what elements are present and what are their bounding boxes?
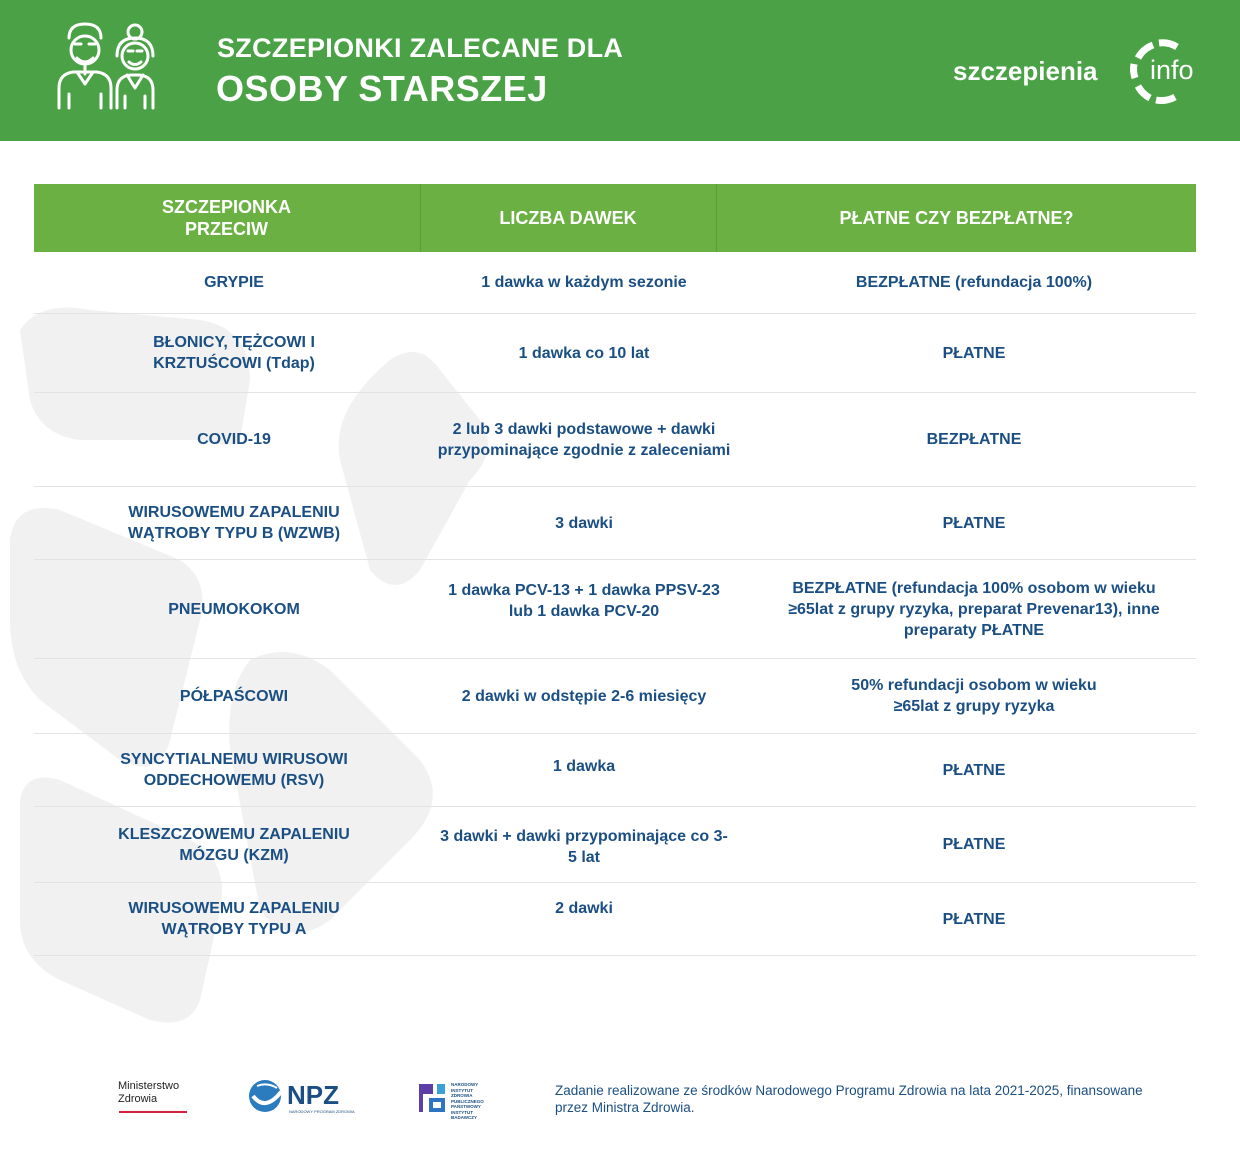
payment-cell — [734, 560, 1214, 658]
funding-note: Zadanie realizowane ze środków Narodowego Programu Zdrowia na lata 2021-2025, finansowane przez Ministra Zdrowia. — [555, 1083, 1143, 1115]
payment-label: BEZPŁATNE (refundacja 100%) — [855, 274, 1093, 291]
nizp-logo-text: NARODOWY INSTYTUT ZDROWIA PUBLICZNEGO PAŃSTWOWY INSTYTUT BADAWCZY — [451, 1082, 484, 1120]
doses-label: 2 dawki w odstępie 2-6 miesięcy — [461, 687, 707, 705]
disease-label: PNEUMOKOKOM — [168, 600, 300, 618]
disease-label: GRYPIE — [204, 274, 264, 291]
nizp-emblem-icon — [415, 1080, 449, 1116]
disease-label: KLESZCZOWEMU ZAPALENIU MÓZGU (KZM) — [118, 825, 350, 864]
doses-cell — [434, 734, 734, 806]
brand-suffix: info — [1150, 55, 1194, 85]
table-row — [34, 314, 1196, 393]
disease-cell — [34, 883, 434, 955]
table-row — [34, 734, 1196, 807]
column-header-vaccine — [34, 184, 419, 252]
page-title: OSOBY STARSZEJ — [216, 68, 548, 109]
table-row — [34, 393, 1196, 487]
disease-label: PÓŁPAŚCOWI — [179, 687, 289, 705]
table-header-row — [34, 184, 1196, 252]
npz-logo — [247, 1078, 355, 1116]
disease-label: WIRUSOWEMU ZAPALENIU WĄTROBY TYPU A — [128, 900, 340, 938]
table-row — [34, 560, 1196, 659]
npz-subtitle: NARODOWY PROGRAM ZDROWIA — [289, 1109, 355, 1114]
nizp-logo — [415, 1080, 495, 1120]
payment-cell — [734, 659, 1214, 733]
payment-cell — [734, 883, 1214, 955]
npz-logo-text: NPZ — [287, 1080, 339, 1110]
disease-label: WIRUSOWEMU ZAPALENIU WĄTROBY TYPU B (WZWB) — [127, 504, 341, 542]
doses-label: 1 dawka PCV-13 + 1 dawka PPSV-23 lub 1 dawka PCV-20 — [448, 582, 720, 620]
doses-cell — [434, 487, 734, 559]
title-line-1: SZCZEPIONKI ZALECANE DLA — [217, 33, 624, 63]
column-header-payment — [716, 184, 1196, 252]
payment-cell — [734, 393, 1214, 486]
column-header-doses-label: LICZBA DAWEK — [499, 208, 637, 228]
payment-label: PŁATNE — [942, 514, 1006, 532]
payment-label: 50% refundacji osobom w wieku ≥65lat z grupy ryzyka — [851, 677, 1097, 715]
payment-label: PŁATNE — [942, 836, 1006, 853]
payment-label: PŁATNE — [942, 344, 1006, 362]
payment-label: PŁATNE — [942, 761, 1006, 779]
payment-cell — [734, 252, 1214, 313]
disease-label: BŁONICY, TĘŻCOWI I KRZTUŚCOWI (Tdap) — [153, 334, 315, 372]
doses-cell — [434, 659, 734, 733]
table-row — [34, 659, 1196, 734]
doses-label: 1 dawka w każdym sezonie — [481, 274, 687, 291]
npz-globe-icon — [247, 1078, 287, 1116]
polish-flag-stripe — [119, 1109, 187, 1113]
payment-cell — [734, 314, 1214, 392]
doses-label: 2 dawki — [555, 900, 613, 917]
doses-label: 1 dawka co 10 lat — [518, 344, 650, 362]
brand-name: szczepienia — [953, 56, 1098, 86]
disease-label: COVID-19 — [197, 431, 271, 448]
column-header-doses — [420, 184, 715, 252]
brand-logo — [953, 38, 1208, 104]
disease-cell — [34, 393, 434, 486]
disease-label: SYNCYTIALNEMU WIRUSOWI ODDECHOWEMU (RSV) — [120, 751, 348, 789]
doses-label: 1 dawka — [552, 758, 616, 775]
payment-cell — [734, 807, 1214, 882]
disease-cell — [34, 659, 434, 733]
doses-cell — [434, 560, 734, 658]
doses-cell — [434, 252, 734, 313]
payment-cell — [734, 487, 1214, 559]
table-row — [34, 252, 1196, 314]
doses-cell — [434, 314, 734, 392]
disease-cell — [34, 314, 434, 392]
header-banner — [0, 0, 1240, 141]
vaccination-table — [34, 184, 1196, 956]
disease-cell — [34, 734, 434, 806]
doses-label: 3 dawki — [555, 514, 613, 532]
ministry-logo-text: Ministerstwo Zdrowia — [118, 1080, 180, 1105]
doses-cell — [434, 807, 734, 882]
elderly-couple-icon — [55, 18, 165, 112]
table-row — [34, 883, 1196, 956]
doses-cell — [434, 883, 734, 955]
disease-cell — [34, 807, 434, 882]
payment-label: BEZPŁATNE (refundacja 100% osobom w wieku ≥65lat z grupy ryzyka, preparat Prevenar13), inne preparaty PŁATNE — [788, 579, 1160, 639]
doses-label: 3 dawki + dawki przypominające co 3-5 lat — [440, 828, 728, 866]
table-row — [34, 807, 1196, 883]
disease-cell — [34, 487, 434, 559]
table-row — [34, 487, 1196, 560]
column-header-vaccine-label: SZCZEPIONKA PRZECIW — [161, 197, 291, 239]
disease-cell — [34, 560, 434, 658]
doses-cell — [434, 393, 734, 486]
payment-label: BEZPŁATNE — [926, 431, 1022, 448]
payment-label: PŁATNE — [942, 910, 1006, 928]
doses-label: 2 lub 3 dawki podstawowe + dawki przypominające zgodnie z zaleceniami — [437, 420, 731, 459]
payment-cell — [734, 734, 1214, 806]
column-header-payment-label: PŁATNE CZY BEZPŁATNE? — [839, 208, 1074, 228]
disease-cell — [34, 252, 434, 313]
